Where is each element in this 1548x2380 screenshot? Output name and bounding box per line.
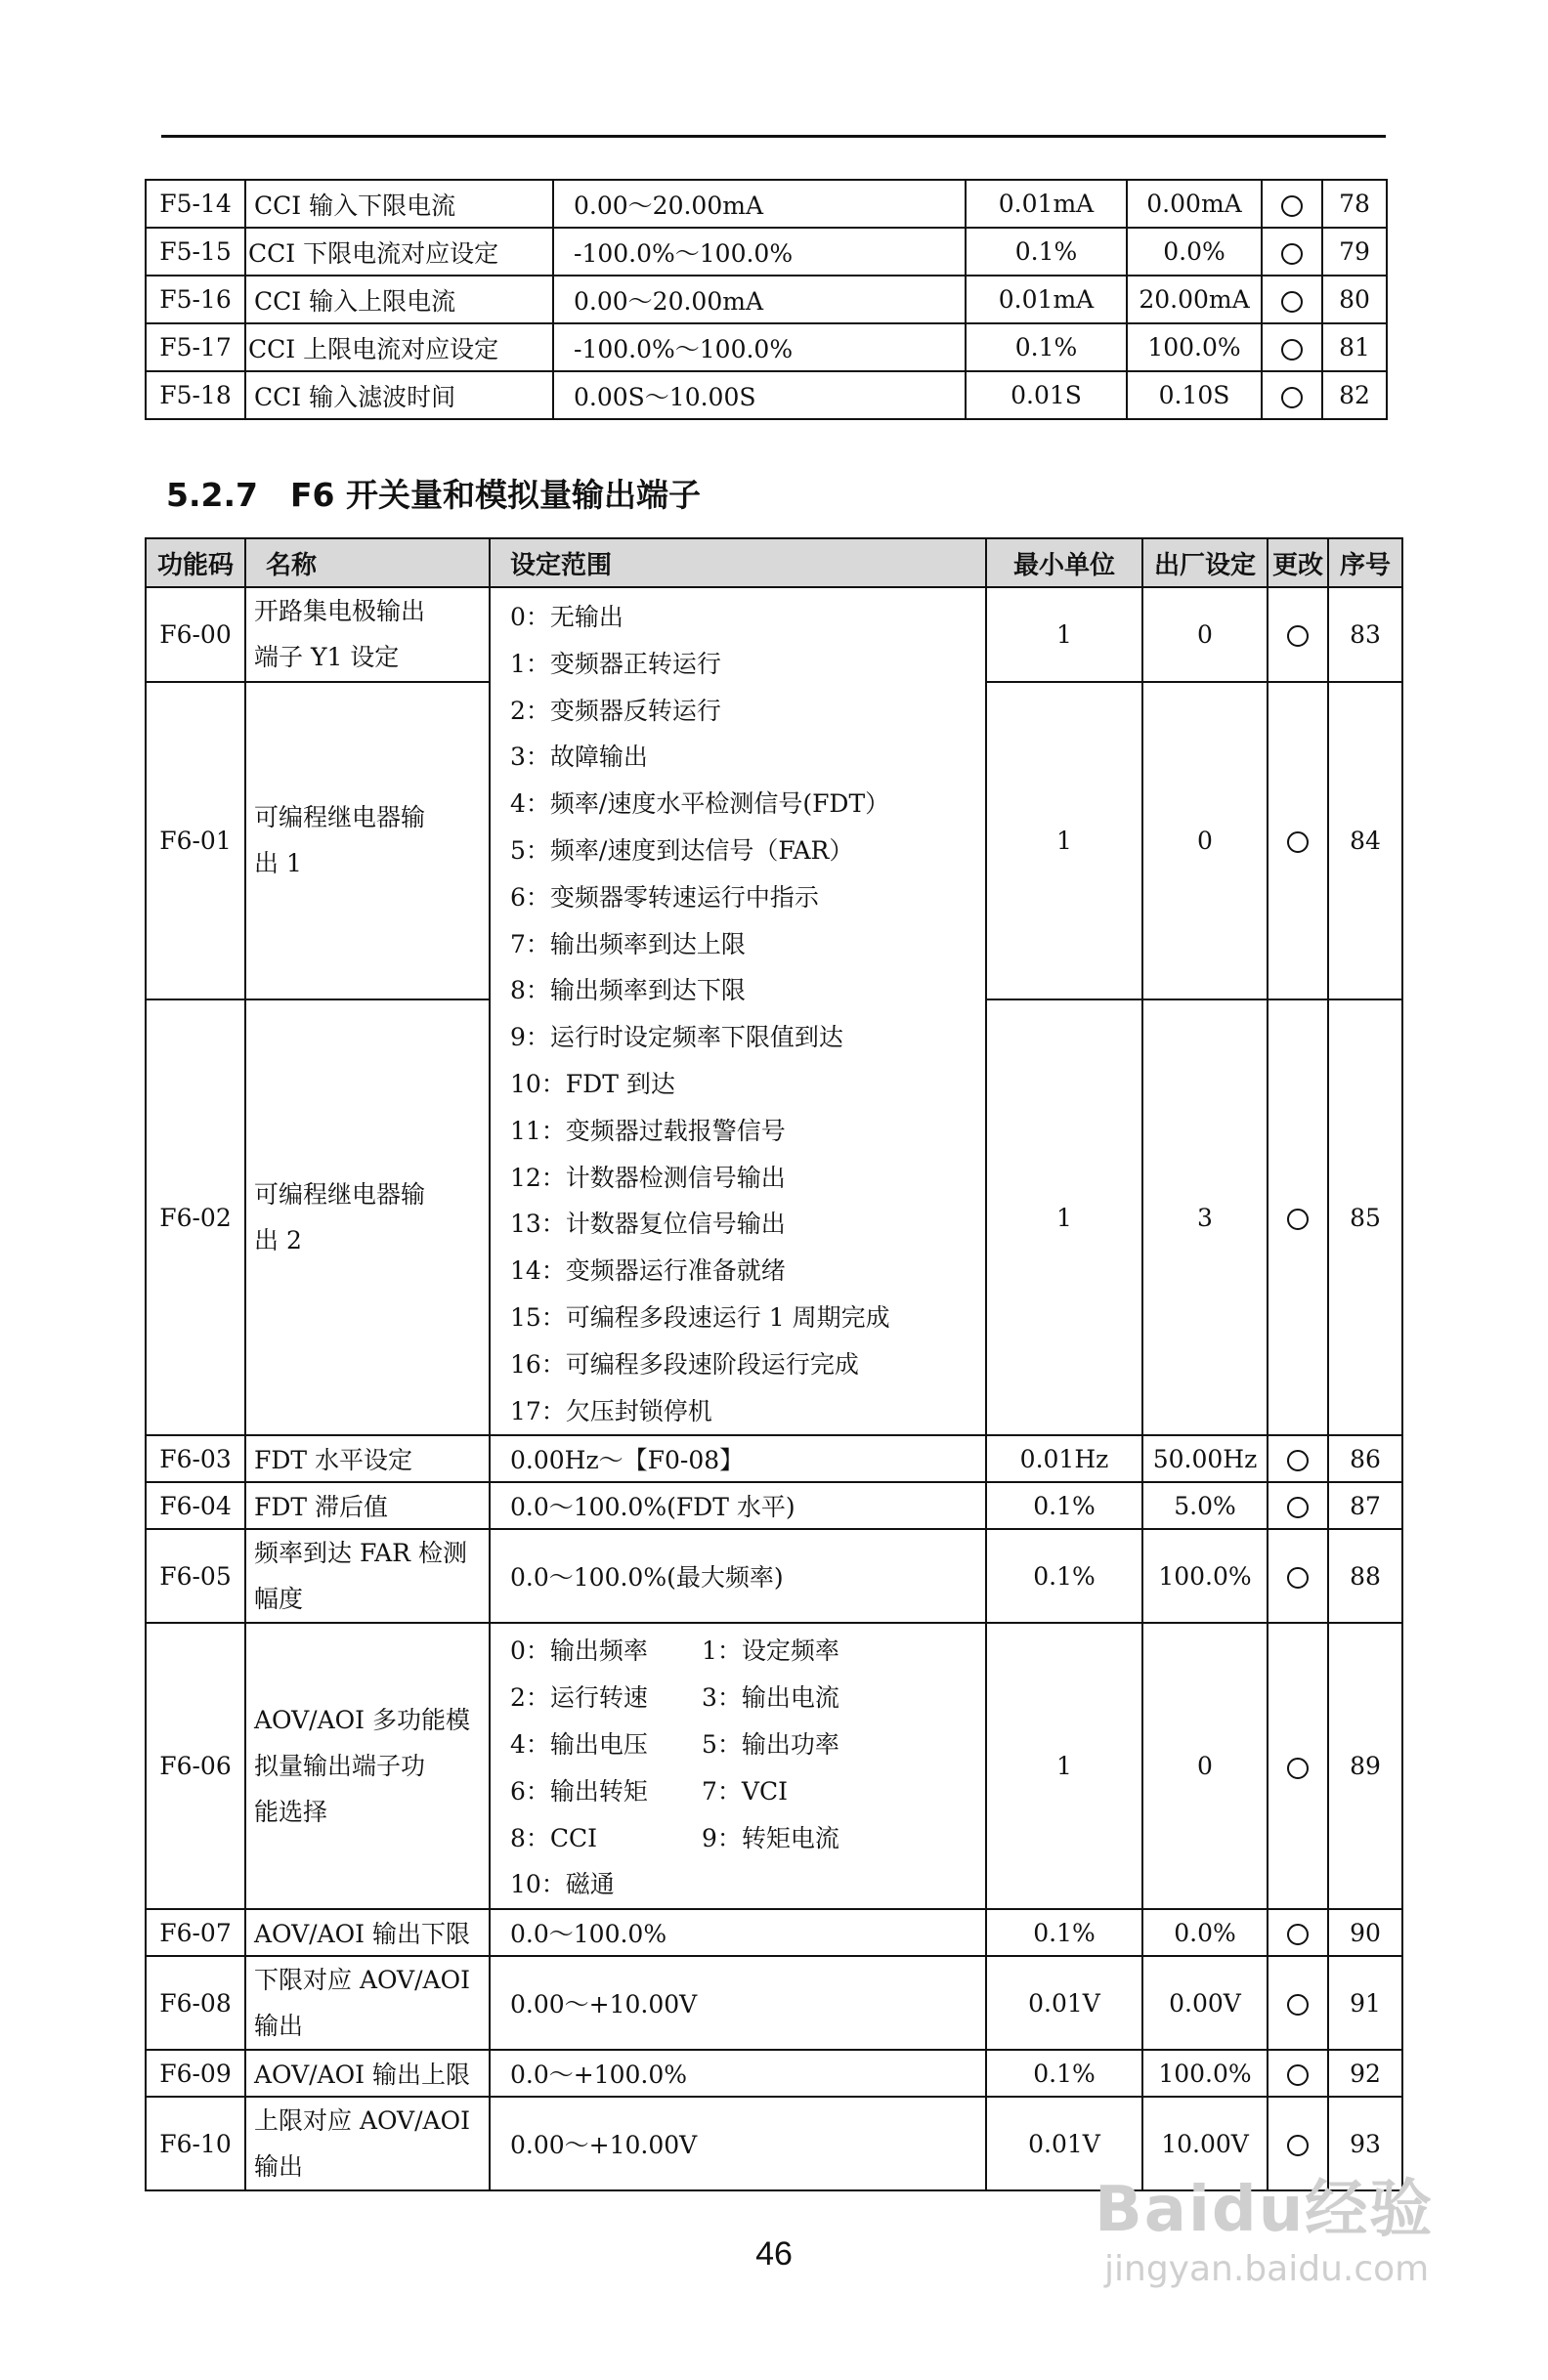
header-rule	[161, 135, 1386, 138]
seq-cell: 91	[1328, 1956, 1402, 2050]
option-item: 2：运行转速	[510, 1683, 648, 1713]
name-cell	[245, 1956, 490, 2050]
circle-icon	[1287, 831, 1309, 853]
table-row	[146, 1435, 1402, 1482]
unit-cell: 0.1%	[966, 323, 1127, 371]
header-code: 功能码	[146, 538, 245, 587]
option-item: 6：变频器零转速运行中指示	[510, 882, 819, 912]
option-item: 9：转矩电流	[702, 1823, 839, 1852]
code-cell: F6-03	[146, 1435, 245, 1482]
option-item: 0：无输出	[510, 603, 624, 631]
header-change: 更改	[1268, 538, 1328, 587]
name-line: 端子 Y1 设定	[254, 643, 400, 672]
name-cell: CCI 输入下限电流	[245, 180, 553, 228]
header-unit: 最小单位	[986, 538, 1142, 587]
circle-icon	[1281, 387, 1303, 408]
name-line: 频率到达 FAR 检测	[254, 1539, 467, 1568]
range-cell: 0.0～+100.0%	[490, 2050, 986, 2097]
analog-options-cell	[490, 1623, 986, 1909]
name-cell	[245, 587, 490, 682]
table-row	[146, 1623, 1402, 1909]
table-row	[146, 587, 1402, 682]
code-cell: F6-00	[146, 587, 245, 682]
name-cell: CCI 下限电流对应设定	[245, 228, 553, 276]
name-line: 输出	[254, 2012, 304, 2041]
section-title: 5.2.7 F6 开关量和模拟量输出端子	[166, 476, 701, 514]
seq-cell: 81	[1322, 323, 1387, 371]
circle-icon	[1287, 1450, 1309, 1471]
name-line: 下限对应 AOV/AOI	[254, 1966, 470, 1995]
range-cell: 0.00S～10.00S	[553, 371, 966, 419]
option-item: 7：输出频率到达上限	[510, 929, 746, 958]
change-cell	[1268, 2050, 1328, 2097]
option-row	[510, 1675, 985, 1721]
seq-cell: 93	[1328, 2097, 1402, 2190]
option-item: 2：变频器反转运行	[510, 696, 721, 725]
default-cell: 0	[1142, 1623, 1268, 1909]
unit-cell: 1	[986, 999, 1142, 1435]
seq-cell: 79	[1322, 228, 1387, 276]
change-cell	[1262, 228, 1322, 276]
change-cell	[1268, 682, 1328, 999]
name-cell: AOV/AOI 输出上限	[245, 2050, 490, 2097]
option-item: 13：计数器复位信号输出	[510, 1210, 786, 1239]
name-line: 开路集电极输出	[254, 597, 426, 626]
option-row	[510, 1721, 985, 1768]
default-cell: 0	[1142, 682, 1268, 999]
name-cell	[245, 999, 490, 1435]
default-cell: 20.00mA	[1127, 276, 1262, 323]
option-item: 16：可编程多段速阶段运行完成	[510, 1349, 859, 1379]
default-cell: 5.0%	[1142, 1482, 1268, 1529]
change-cell	[1262, 276, 1322, 323]
change-cell	[1268, 1623, 1328, 1909]
change-cell	[1268, 999, 1328, 1435]
change-cell	[1262, 371, 1322, 419]
default-cell: 50.00Hz	[1142, 1435, 1268, 1482]
table-row	[146, 371, 1387, 419]
unit-cell: 0.01mA	[966, 276, 1127, 323]
unit-cell: 1	[986, 587, 1142, 682]
circle-icon	[1281, 339, 1303, 361]
option-item: 10：FDT 到达	[510, 1069, 675, 1098]
name-line: 输出	[254, 2152, 304, 2182]
seq-cell: 78	[1322, 180, 1387, 228]
unit-cell: 1	[986, 1623, 1142, 1909]
option-item: 4：输出电压	[510, 1729, 648, 1759]
range-cell: 0.0～100.0%(最大频率)	[490, 1529, 986, 1623]
option-item: 17：欠压封锁停机	[510, 1396, 712, 1425]
code-cell: F6-08	[146, 1956, 245, 2050]
circle-icon	[1287, 1758, 1309, 1779]
name-cell: CCI 上限电流对应设定	[245, 323, 553, 371]
code-cell: F6-02	[146, 999, 245, 1435]
table-row	[146, 276, 1387, 323]
header-name: 名称	[245, 538, 490, 587]
change-cell	[1262, 323, 1322, 371]
page-number: 46	[755, 2235, 793, 2273]
circle-icon	[1287, 1497, 1309, 1518]
default-cell: 0.00mA	[1127, 180, 1262, 228]
name-line: 幅度	[254, 1585, 304, 1614]
name-line: 出 2	[254, 1226, 302, 1255]
unit-cell: 0.01mA	[966, 180, 1127, 228]
unit-cell: 0.1%	[986, 1909, 1142, 1956]
code-cell: F5-15	[146, 228, 245, 276]
seq-cell: 89	[1328, 1623, 1402, 1909]
option-item: 10：磁通	[510, 1870, 615, 1899]
seq-cell: 88	[1328, 1529, 1402, 1623]
option-item: 5：频率/速度到达信号（FAR）	[510, 835, 854, 865]
default-cell: 3	[1142, 999, 1268, 1435]
name-cell	[245, 1623, 490, 1909]
table-row	[146, 1529, 1402, 1623]
option-item: 6：输出转矩	[510, 1776, 648, 1806]
range-cell: -100.0%～100.0%	[553, 323, 966, 371]
code-cell: F5-17	[146, 323, 245, 371]
name-line: 可编程继电器输	[254, 803, 426, 832]
circle-icon	[1281, 243, 1303, 265]
unit-cell: 1	[986, 682, 1142, 999]
range-cell: 0.0～100.0%(FDT 水平)	[490, 1482, 986, 1529]
default-cell: 100.0%	[1127, 323, 1262, 371]
option-item: 12：计数器检测信号输出	[510, 1163, 786, 1192]
unit-cell: 0.01V	[986, 2097, 1142, 2190]
code-cell: F6-06	[146, 1623, 245, 1909]
table-row	[146, 323, 1387, 371]
circle-icon	[1287, 1924, 1309, 1945]
default-cell: 100.0%	[1142, 1529, 1268, 1623]
name-cell: AOV/AOI 输出下限	[245, 1909, 490, 1956]
output-options-cell	[490, 587, 986, 1435]
default-cell: 0.0%	[1142, 1909, 1268, 1956]
seq-cell: 85	[1328, 999, 1402, 1435]
seq-cell: 86	[1328, 1435, 1402, 1482]
option-item: 9：运行时设定频率下限值到达	[510, 1023, 843, 1052]
unit-cell: 0.01S	[966, 371, 1127, 419]
default-cell: 10.00V	[1142, 2097, 1268, 2190]
table-row	[146, 180, 1387, 228]
code-cell: F6-10	[146, 2097, 245, 2190]
range-cell: 0.00～+10.00V	[490, 1956, 986, 2050]
option-item: 0：输出频率	[510, 1636, 648, 1666]
header-default: 出厂设定	[1142, 538, 1268, 587]
name-cell	[245, 682, 490, 999]
watermark-url: jingyan.baidu.com	[1104, 2249, 1430, 2289]
option-item: 11：变频器过载报警信号	[510, 1116, 786, 1145]
circle-icon	[1281, 195, 1303, 217]
unit-cell: 0.1%	[966, 228, 1127, 276]
option-item: 7：VCI	[702, 1776, 788, 1806]
code-cell: F5-18	[146, 371, 245, 419]
seq-cell: 83	[1328, 587, 1402, 682]
change-cell	[1268, 1956, 1328, 2050]
seq-cell: 87	[1328, 1482, 1402, 1529]
name-cell: CCI 输入滤波时间	[245, 371, 553, 419]
option-item: 3：输出电流	[702, 1683, 839, 1713]
table-row	[146, 1909, 1402, 1956]
name-line: 上限对应 AOV/AOI	[254, 2106, 470, 2136]
name-line: 能选择	[254, 1798, 328, 1827]
code-cell: F6-09	[146, 2050, 245, 2097]
table-row	[146, 1956, 1402, 2050]
change-cell	[1268, 587, 1328, 682]
range-cell: 0.00～+10.00V	[490, 2097, 986, 2190]
table-header-row	[146, 538, 1402, 587]
range-cell: 0.00Hz～【F0-08】	[490, 1435, 986, 1482]
code-cell: F5-14	[146, 180, 245, 228]
header-seq: 序号	[1328, 538, 1402, 587]
name-line: AOV/AOI 多功能模	[254, 1706, 470, 1735]
circle-icon	[1287, 2135, 1309, 2156]
option-item: 14：变频器运行准备就绪	[510, 1256, 786, 1286]
range-cell: -100.0%～100.0%	[553, 228, 966, 276]
option-row	[510, 1815, 985, 1862]
option-item: 8：CCI	[510, 1823, 598, 1852]
change-cell	[1268, 1529, 1328, 1623]
circle-icon	[1287, 1567, 1309, 1589]
header-range: 设定范围	[490, 538, 986, 587]
option-item: 3：故障输出	[510, 743, 648, 772]
circle-icon	[1287, 1209, 1309, 1230]
default-cell: 0.00V	[1142, 1956, 1268, 2050]
seq-cell: 92	[1328, 2050, 1402, 2097]
range-cell: 0.0～100.0%	[490, 1909, 986, 1956]
default-cell: 0	[1142, 587, 1268, 682]
f6-parameter-table	[145, 537, 1403, 2191]
option-row	[510, 1768, 985, 1815]
change-cell	[1268, 1435, 1328, 1482]
table-row	[146, 2050, 1402, 2097]
range-cell: 0.00～20.00mA	[553, 180, 966, 228]
change-cell	[1268, 1482, 1328, 1529]
range-cell: 0.00～20.00mA	[553, 276, 966, 323]
table-row	[146, 1482, 1402, 1529]
option-item: 1：设定频率	[702, 1636, 839, 1666]
change-cell	[1262, 180, 1322, 228]
seq-cell: 84	[1328, 682, 1402, 999]
option-item: 8：输出频率到达下限	[510, 976, 746, 1005]
unit-cell: 0.1%	[986, 1482, 1142, 1529]
circle-icon	[1287, 2064, 1309, 2086]
unit-cell: 0.1%	[986, 1529, 1142, 1623]
circle-icon	[1281, 291, 1303, 313]
code-cell: F6-01	[146, 682, 245, 999]
seq-cell: 80	[1322, 276, 1387, 323]
unit-cell: 0.01Hz	[986, 1435, 1142, 1482]
unit-cell: 0.01V	[986, 1956, 1142, 2050]
option-item: 1：变频器正转运行	[510, 649, 721, 678]
unit-cell: 0.1%	[986, 2050, 1142, 2097]
default-cell: 0.0%	[1127, 228, 1262, 276]
default-cell: 100.0%	[1142, 2050, 1268, 2097]
name-cell: CCI 输入上限电流	[245, 276, 553, 323]
option-item: 15：可编程多段速运行 1 周期完成	[510, 1302, 890, 1332]
name-line: 可编程继电器输	[254, 1180, 426, 1210]
code-cell: F5-16	[146, 276, 245, 323]
option-row	[510, 1628, 985, 1675]
seq-cell: 90	[1328, 1909, 1402, 1956]
seq-cell: 82	[1322, 371, 1387, 419]
code-cell: F6-04	[146, 1482, 245, 1529]
table-row	[146, 228, 1387, 276]
name-cell: FDT 水平设定	[245, 1435, 490, 1482]
name-cell	[245, 1529, 490, 1623]
name-cell	[245, 2097, 490, 2190]
name-line: 出 1	[254, 849, 302, 878]
table-row	[146, 2097, 1402, 2190]
option-item: 5：输出功率	[702, 1729, 839, 1759]
f5-parameter-table	[145, 179, 1388, 420]
name-cell: FDT 滞后值	[245, 1482, 490, 1529]
name-line: 拟量输出端子功	[254, 1752, 426, 1781]
option-item: 4：频率/速度水平检测信号(FDT）	[510, 789, 890, 819]
code-cell: F6-05	[146, 1529, 245, 1623]
watermark-logo: Baidu经验	[1095, 2174, 1435, 2246]
change-cell	[1268, 1909, 1328, 1956]
circle-icon	[1287, 1994, 1309, 2016]
option-row	[510, 1861, 985, 1908]
code-cell: F6-07	[146, 1909, 245, 1956]
default-cell: 0.10S	[1127, 371, 1262, 419]
change-cell	[1268, 2097, 1328, 2190]
circle-icon	[1287, 625, 1309, 647]
